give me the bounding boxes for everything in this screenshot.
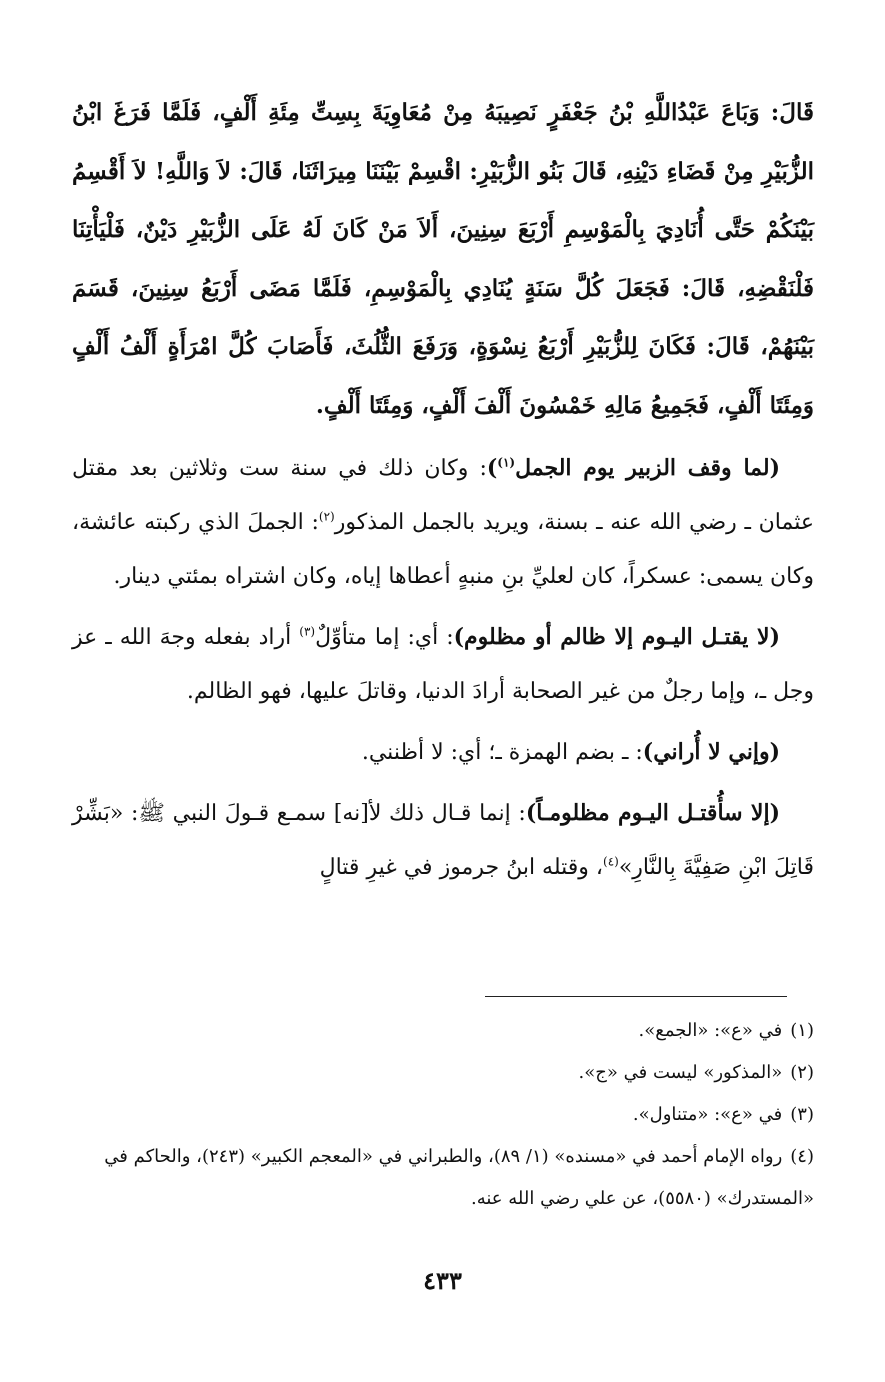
lemma: (وإني لا أُراني) (642, 739, 780, 765)
lemma-text: (لما وقف الزبير يوم الجمل (515, 455, 780, 481)
footnote-ref: (٤) (603, 854, 619, 869)
footnote-text: في «ع»: «متناول». (632, 1104, 783, 1125)
commentary-text: : الجملَ الذي ركبته عائشة، وكان يسمى: عسكراً، كان لعليِّ بنِ منبهٍ أعطاها إياه، وكان اشتراه بمئتي دينار. (72, 510, 814, 589)
footnotes (72, 1010, 814, 1220)
footnote-text: رواه الإمام أحمد في «مسنده» (١/ ٨٩)، والطبراني في «المعجم الكبير» (٢٤٣)، والحاكم في «المستدرك» (٥٥٨٠)، عن علي رضي الله عنه. (104, 1146, 814, 1209)
footnote-number: (٢) (790, 1062, 814, 1083)
footnote-number: (١) (790, 1020, 814, 1041)
footnote-divider (485, 996, 787, 997)
footnote-ref: (٣) (299, 624, 316, 639)
commentary-text: أراد بفعله وجهَ الله ـ عز وجل ـ، وإما رجلٌ من غير الصحابة أرادَ الدنيا، وقاتلَ عليها، فهو الظالم. (72, 625, 814, 704)
commentary-paragraph (72, 786, 814, 895)
lemma: (إلا سأُقتـل اليـوم مظلومـاً) (525, 800, 780, 826)
commentary-paragraph (72, 725, 814, 780)
footnote-text: «المذكور» ليست في «ج». (578, 1062, 783, 1083)
page-number: ٤٣٣ (423, 1266, 462, 1295)
footnote-number: (٤) (790, 1146, 814, 1167)
commentary-text: : أي: إما متأوِّلٌ (315, 625, 454, 650)
commentary-paragraph (72, 610, 814, 719)
footnote-item (72, 1052, 814, 1094)
commentary-text: : ـ بضم الهمزة ـ؛ أي: لا أظنني. (361, 740, 643, 765)
commentary-text: ، وقتله ابنُ جرموز في غيرِ قتالٍ (319, 855, 603, 880)
commentary-paragraph (72, 441, 814, 604)
footnote-number: (٣) (790, 1104, 814, 1125)
footnote-item (72, 1094, 814, 1136)
hadith-text: قَالَ: وَبَاعَ عَبْدُاللَّهِ بْنُ جَعْفَرٍ نَصِيبَهُ مِنْ مُعَاوِيَةَ بِسِتِّ مِئَةِ أَلْفٍ، فَلَمَّا فَرَغَ ابْنُ الزُّبَيْرِ مِنْ قَضَاءِ دَيْنِهِ، قَالَ بَنُو الزُّبَيْرِ: اقْسِمْ بَيْنَنَا مِيرَاثَنَا، قَالَ: لاَ وَاللَّهِ! لاَ أَقْسِمُ بَيْنَكُمْ حَتَّى أُنَادِيَ بِالْمَوْسِمِ أَرْبَعَ سِنِينَ، أَلاَ مَنْ كَانَ لَهُ عَلَى الزُّبَيْرِ دَيْنٌ، فَلْيَأْتِنَا فَلْنَقْضِهِ، قَالَ: فَجَعَلَ كُلَّ سَنَةٍ يُنَادِي بِالْمَوْسِمِ، فَلَمَّا مَضَى أَرْبَعُ سِنِينَ، قَسَمَ بَيْنَهُمْ، قَالَ: فَكَانَ لِلزُّبَيْرِ أَرْبَعُ نِسْوَةٍ، وَرَفَعَ الثُّلُثَ، فَأَصَابَ كُلَّ امْرَأَةٍ أَلْفُ أَلْفٍ وَمِئَتَا أَلْفٍ، فَجَمِيعُ مَالِهِ خَمْسُونَ أَلْفَ أَلْفٍ، وَمِئَتَا أَلْفٍ. (72, 99, 814, 419)
lemma (487, 455, 780, 481)
footnote-item (72, 1010, 814, 1052)
footnote-ref: (١) (497, 455, 516, 470)
commentary-text: : وكان ذلك في سنة ست وثلاثين بعد مقتل عثمان ـ رضي الله عنه ـ بسنة، ويريد بالجمل المذكور (72, 456, 814, 535)
main-text (72, 84, 814, 895)
footnote-item (72, 1136, 814, 1220)
commentary-text: : إنما قـال ذلك لأ[نه] سمـع قـولَ النبي ﷺ: «بَشِّرْ قَاتِلَ ابْنِ صَفِيَّةَ بِالنَّارِ» (72, 801, 814, 880)
footnote-ref: (٢) (318, 509, 335, 524)
lemma-close: ) (486, 455, 498, 481)
footnote-text: في «ع»: «الجمع». (638, 1020, 783, 1041)
lemma: (لا يقتـل اليـوم إلا ظالم أو مظلوم) (453, 624, 780, 650)
